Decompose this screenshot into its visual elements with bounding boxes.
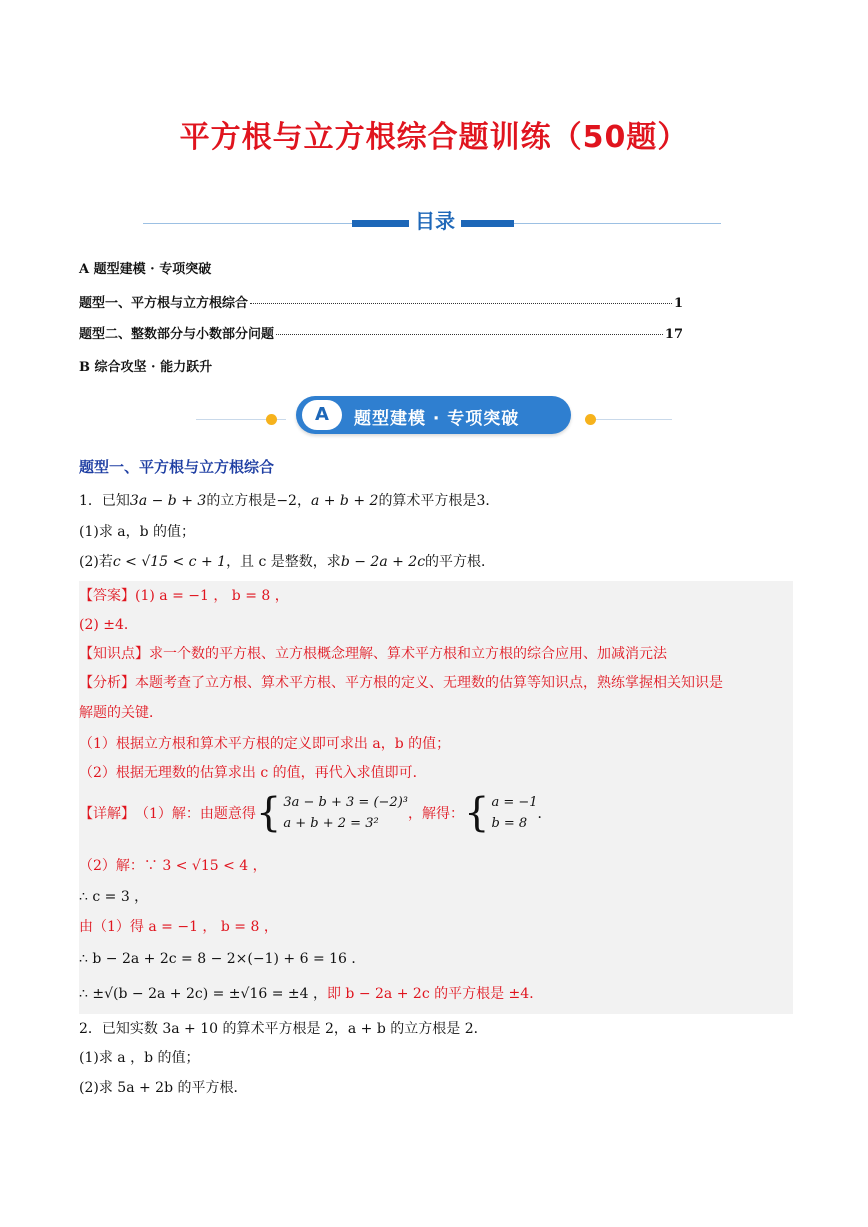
q2-part1: (1)求 a ，b 的值； <box>79 1050 200 1066</box>
detail-text: ，解得： <box>407 806 464 822</box>
solution-line: a = −1 <box>491 795 538 810</box>
detail-line-4: 由（1）得 a = −1 ， b = 8 ， <box>79 919 278 935</box>
equation-line: 3a − b + 3 = (−2)³ <box>283 795 408 810</box>
brace-glyph: { <box>255 790 282 836</box>
analysis-line-1 <box>79 672 723 692</box>
toc-item-1[interactable] <box>79 292 683 311</box>
equation-line: a + b + 2 = 3² <box>283 816 379 831</box>
section-dot-right <box>585 414 596 425</box>
q1-expr: b − 2a + 2c <box>340 554 426 570</box>
q1-stem-text: 1．已知 <box>79 493 130 509</box>
toc-part-a: A 题型建模 · 专项突破 <box>79 262 212 277</box>
q1-text: ，且 c 是整数，求 <box>226 554 341 570</box>
page-title: 平方根与立方根综合题训练（50题） <box>179 120 689 155</box>
kp-tag: 【知识点】 <box>79 646 149 662</box>
section-label: 题型建模 · 专项突破 <box>354 409 520 429</box>
solution-line: b = 8 <box>491 816 528 831</box>
analysis-line-2: 解题的关键． <box>79 705 163 721</box>
analysis-line-4: （2）根据无理数的估算求出 c 的值，再代入求值即可． <box>79 765 427 781</box>
q1-stem <box>79 490 499 510</box>
q1-part1: (1)求 a，b 的值； <box>79 524 196 540</box>
toc-part-b: B 综合攻坚 · 能力跃升 <box>79 360 213 375</box>
detail-line-1 <box>79 792 552 834</box>
solution-system <box>464 792 538 834</box>
section-badge: A <box>302 400 342 430</box>
q2-part2: (2)求 5a + 2b 的平方根． <box>79 1080 248 1096</box>
equation-system <box>256 792 408 834</box>
kp-text: 求一个数的平方根、立方根概念理解、算术平方根和立方根的综合应用、加减消元法 <box>149 646 667 662</box>
toc-leader <box>250 303 672 304</box>
type-heading: 题型一、平方根与立方根综合 <box>79 458 275 476</box>
analysis-line-3: （1）根据立方根和算术平方根的定义即可求出 a，b 的值； <box>79 736 451 752</box>
detail-text: （1）解：由题意得 <box>135 806 256 822</box>
detail-text: ． <box>537 806 552 822</box>
q1-stem-text: 的立方根是 <box>206 493 277 509</box>
detail-line-2: （2）解：∵ 3 < √15 < 4 ， <box>79 858 267 874</box>
detail-text: ∴ ±√(b − 2a + 2c) = ±√16 = ±4 ， <box>79 986 327 1002</box>
detail-line-3: ∴ c = 3 ， <box>79 889 149 905</box>
toc-leader <box>276 334 663 335</box>
q1-expr: 3a − b + 3 <box>129 493 207 509</box>
detail-line-6 <box>79 983 543 1003</box>
toc-bar-left <box>352 220 409 227</box>
analysis-text: 本题考查了立方根、算术平方根、平方根的定义、无理数的估算等知识点，熟练掌握相关知识是 <box>135 675 723 691</box>
q1-text: (2)若 <box>79 554 113 570</box>
q1-inequality: c < √15 < c + 1 <box>112 554 227 570</box>
detail-text: 即 b − 2a + 2c 的平方根是 ±4． <box>326 986 544 1002</box>
section-line-right <box>586 419 672 420</box>
answer-line-1 <box>79 585 289 605</box>
brace-glyph: { <box>463 790 490 836</box>
q1-stem-text: 的算术平方根是 <box>378 493 477 509</box>
toc-item-page: 17 <box>664 327 683 342</box>
q1-text: 的平方根． <box>425 554 496 570</box>
toc-item-page: 1 <box>673 296 683 311</box>
knowledge-point <box>79 643 667 663</box>
toc-item-label: 题型一、平方根与立方根综合 <box>79 296 249 311</box>
q1-stem-text: ， <box>296 493 311 509</box>
answer-text: (1) a = −1 ， b = 8 ， <box>135 588 289 604</box>
toc-item-label: 题型二、整数部分与小数部分问题 <box>79 327 275 342</box>
q1-expr: a + b + 2 <box>310 493 379 509</box>
q1-part2 <box>79 551 495 571</box>
q1-stem-text: ． <box>485 493 500 509</box>
answer-line-2: (2) ±4． <box>79 617 138 633</box>
q1-value: 3 <box>476 493 486 509</box>
detail-line-5: ∴ b − 2a + 2c = 8 − 2×(−1) + 6 = 16 ． <box>79 951 366 967</box>
detail-tag: 【详解】 <box>79 806 135 822</box>
q1-value: −2 <box>276 493 297 509</box>
answer-tag: 【答案】 <box>79 588 135 604</box>
toc-heading: 目录 <box>409 205 461 234</box>
toc-bar-right <box>461 220 514 227</box>
analysis-tag: 【分析】 <box>79 675 135 691</box>
toc-item-2[interactable] <box>79 323 683 342</box>
section-dot-left <box>266 414 277 425</box>
q2-stem: 2．已知实数 3a + 10 的算术平方根是 2，a + b 的立方根是 2． <box>79 1021 488 1037</box>
